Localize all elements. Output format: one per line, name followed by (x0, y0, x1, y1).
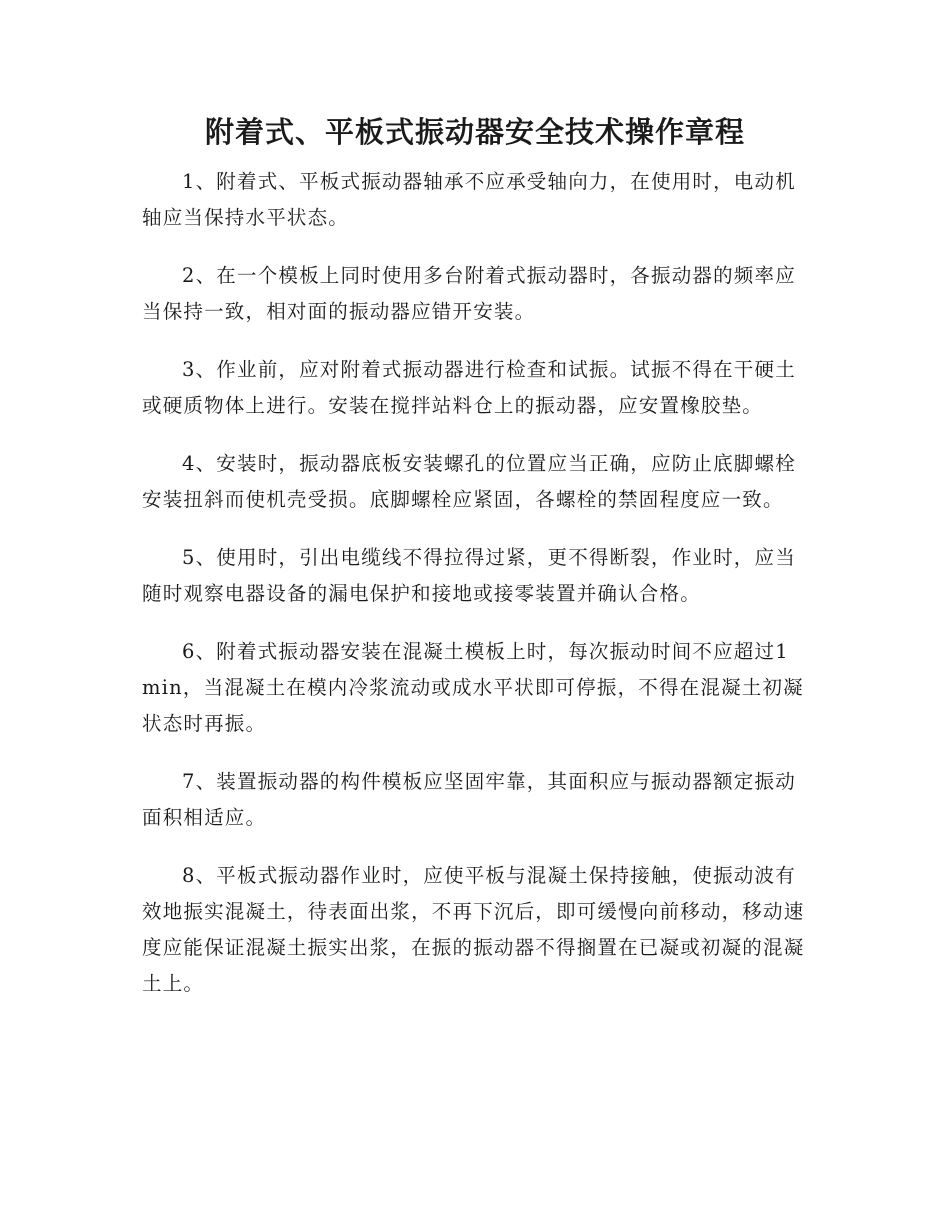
paragraph-5: 5、使用时，引出电缆线不得拉得过紧，更不得断裂，作业时，应当随时观察电器设备的漏电保护和接地或接零装置并确认合格。 (142, 546, 796, 605)
paragraph-4: 4、安装时，振动器底板安装螺孔的位置应当正确，应防止底脚螺栓安装扭斜而使机壳受损。底脚螺栓应紧固，各螺栓的禁固程度应一致。 (142, 452, 796, 511)
paragraph-2: 2、在一个模板上同时使用多台附着式振动器时，各振动器的频率应当保持一致，相对面的振动器应错开安装。 (142, 264, 796, 323)
paragraph-8: 8、平板式振动器作业时，应使平板与混凝土保持接触，使振动波有效地振实混凝土，待表面出浆，不再下沉后，即可缓慢向前移动，移动速度应能保证混凝土振实出浆，在振的振动器不得搁置在已凝或初凝的混凝土上。 (142, 864, 805, 995)
paragraph-3: 3、作业前，应对附着式振动器进行检查和试振。试振不得在干硬土或硬质物体上进行。安装在搅拌站料仓上的振动器，应安置橡胶垫。 (142, 358, 796, 417)
document-body (142, 164, 808, 1024)
paragraph-1: 1、附着式、平板式振动器轴承不应承受轴向力，在使用时，电动机轴应当保持水平状态。 (142, 170, 796, 229)
paragraph-7: 7、装置振动器的构件模板应坚固牢靠，其面积应与振动器额定振动面积相适应。 (142, 770, 796, 829)
document-title: 附着式、平板式振动器安全技术操作章程 (204, 115, 745, 149)
paragraph-6: 6、附着式振动器安装在混凝土模板上时，每次振动时间不应超过1min，当混凝土在模内冷浆流动或成水平状即可停振，不得在混凝土初凝状态时再振。 (142, 640, 804, 735)
